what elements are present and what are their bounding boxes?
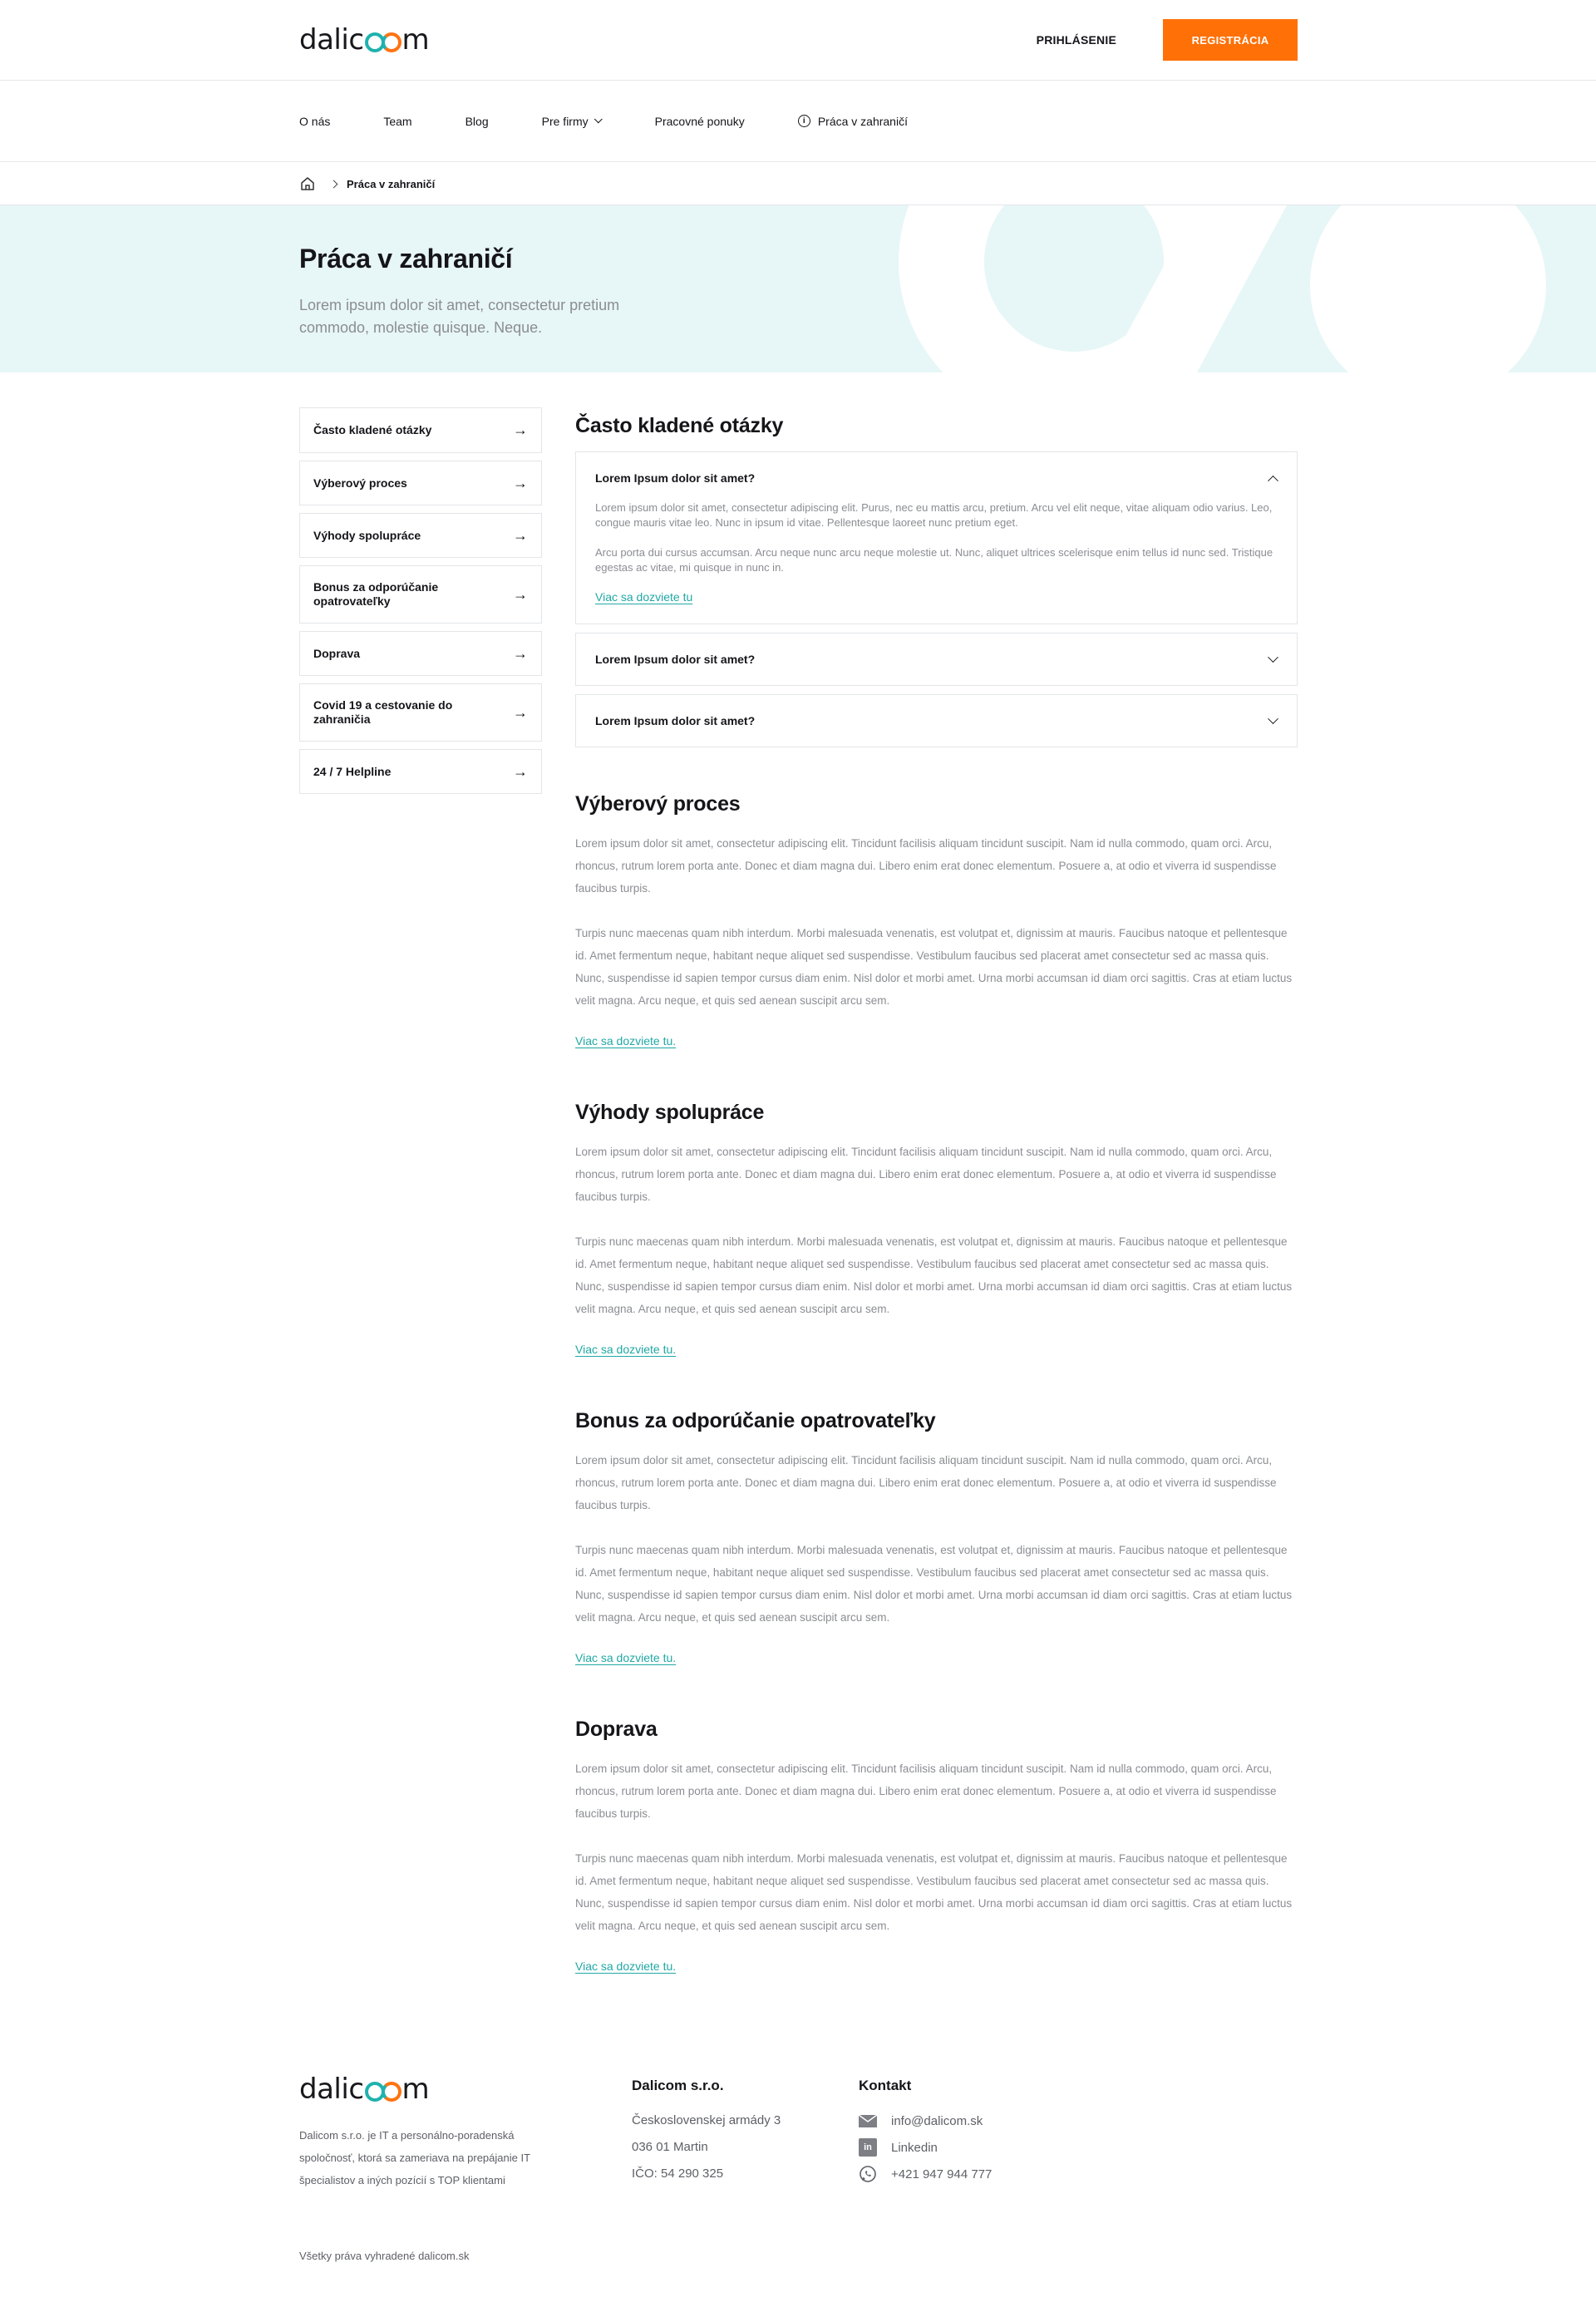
nav-item-label: Práca v zahraničí — [817, 114, 908, 128]
faq-item-expanded — [575, 451, 1298, 624]
sidebar-item-helpline[interactable] — [299, 749, 542, 794]
section-title: Doprava — [575, 1718, 658, 1741]
section-title: Výhody spolupráce — [575, 1101, 765, 1124]
section-paragraph: Turpis nunc maecenas quam nibh interdum. Morbi malesuada venenatis, est volutpat et, dignissim at mauris. Faucibus natoque et pellentesque id. Amet fermentum neque, habitant neque aliquet sed suspendisse. Vestibulum faucibus sed placerat amet consectetur sed ac massa quis. Nunc, suspendisse id sapien tempor cursus diam enim. Nisl dolor et morbi amet. Urna morbi accumsan id diam orci sagittis. Cras at etiam luctus velit magna. Arcu neque, et quis sed aenean suscipit arcu sem. — [575, 1544, 1293, 1624]
nav-item-blog[interactable] — [466, 115, 489, 128]
faq-question-toggle[interactable] — [576, 452, 1297, 504]
footer — [0, 2073, 1596, 2312]
contact-phone-link[interactable] — [859, 2161, 992, 2187]
arrow-right-icon: → — [513, 421, 528, 438]
section-paragraph: Turpis nunc maecenas quam nibh interdum. Morbi malesuada venenatis, est volutpat et, dignissim at mauris. Faucibus natoque et pellentesque id. Amet fermentum neque, habitant neque aliquet sed suspendisse. Vestibulum faucibus sed placerat amet consectetur sed ac massa quis. Nunc, suspendisse id sapien tempor cursus diam enim. Nisl dolor et morbi amet. Urna morbi accumsan id diam orci sagittis. Cras at etiam luctus velit magna. Arcu neque, et quis sed aenean suscipit arcu sem. — [575, 1852, 1293, 1932]
footer-ico: IČO: 54 290 325 — [632, 2167, 724, 2181]
logo-mark-icon — [365, 2082, 401, 2102]
footer-address-line: 036 01 Martin — [632, 2140, 708, 2154]
chevron-right-icon — [330, 180, 338, 188]
nav-item-pre-firmy[interactable] — [542, 115, 602, 128]
copyright: Všetky práva vyhradené dalicom.sk — [299, 2250, 470, 2262]
arrow-right-icon: → — [513, 762, 528, 780]
dalicom-logo[interactable] — [299, 2073, 632, 2106]
section-paragraph: Lorem ipsum dolor sit amet, consectetur adipiscing elit. Tincidunt facilisis aliquam tincidunt suscipit. Nam id nulla commodo, quam orci. Arcu, rhoncus, rutrum lorem porta ante. Donec et diam magna dui. Libero enim erat donec elementum. Posuere a, at odio et viverra id suspendisse faucibus turpis. — [575, 1454, 1277, 1511]
section-bonus — [575, 1409, 1298, 1666]
content-column — [575, 407, 1298, 1974]
section-more-link[interactable]: Viac sa dozviete tu. — [575, 1034, 677, 1048]
nav-item-label: Team — [383, 114, 412, 128]
section-paragraph: Turpis nunc maecenas quam nibh interdum. Morbi malesuada venenatis, est volutpat et, dignissim at mauris. Faucibus natoque et pellentesque id. Amet fermentum neque, habitant neque aliquet sed suspendisse. Vestibulum faucibus sed placerat amet consectetur sed ac massa quis. Nunc, suspendisse id sapien tempor cursus diam enim. Nisl dolor et morbi amet. Urna morbi accumsan id diam orci sagittis. Cras at etiam luctus velit magna. Arcu neque, et quis sed aenean suscipit arcu sem. — [575, 927, 1293, 1007]
whatsapp-icon — [859, 2165, 877, 2183]
faq-question-toggle[interactable] — [576, 633, 1297, 685]
section-more-link[interactable]: Viac sa dozviete tu. — [575, 1651, 677, 1664]
section-title: Výberový proces — [575, 792, 741, 816]
main-nav — [0, 81, 1596, 162]
logo-text-c: c — [348, 23, 364, 57]
faq-more-link[interactable]: Viac sa dozviete tu — [595, 590, 693, 604]
nav-item-label: Pre firmy — [541, 114, 589, 128]
logo-text-i: i — [341, 2073, 349, 2106]
contact-email: info@dalicom.sk — [891, 2113, 983, 2128]
contact-email-link[interactable] — [859, 2107, 992, 2134]
faq-question: Lorem Ipsum dolor sit amet? — [595, 471, 756, 485]
top-header — [0, 0, 1596, 81]
breadcrumb — [0, 162, 1596, 205]
section-title: Bonus za odporúčanie opatrovateľky — [575, 1409, 936, 1432]
faq-item-collapsed — [575, 633, 1298, 686]
chevron-down-icon — [594, 115, 602, 123]
faq-item-collapsed — [575, 694, 1298, 747]
footer-company — [632, 2073, 859, 2191]
contact-linkedin-link[interactable] — [859, 2134, 992, 2161]
login-link[interactable]: PRIHLÁSENIE — [1036, 33, 1116, 47]
logo-text-i: i — [341, 23, 349, 57]
section-doprava — [575, 1718, 1298, 1974]
hero-banner — [0, 205, 1596, 372]
logo-text-c: c — [348, 2073, 364, 2106]
footer-company-title: Dalicom s.r.o. — [632, 2078, 724, 2093]
info-icon: i — [798, 115, 810, 127]
linkedin-icon: in — [859, 2138, 877, 2157]
section-paragraph: Lorem ipsum dolor sit amet, consectetur adipiscing elit. Tincidunt facilisis aliquam tincidunt suscipit. Nam id nulla commodo, quam orci. Arcu, rhoncus, rutrum lorem porta ante. Donec et diam magna dui. Libero enim erat donec elementum. Posuere a, at odio et viverra id suspendisse faucibus turpis. — [575, 1146, 1277, 1203]
sidebar-item-label: Výhody spolupráce — [313, 528, 421, 542]
footer-description: Dalicom s.r.o. je IT a personálno-poradenská spoločnosť, ktorá sa zameriava na prepájanie IT špecialistov a iných pozícií s TOP klientami — [299, 2129, 530, 2186]
faq-title: Často kladené otázky — [575, 414, 784, 437]
sidebar-item-doprava[interactable] — [299, 631, 542, 676]
nav-item-label: O nás — [299, 114, 331, 128]
dalicom-logo[interactable] — [299, 23, 429, 57]
section-vyberovy-proces — [575, 792, 1298, 1049]
logo-text: dal — [299, 2073, 342, 2106]
nav-item-pracovne-ponuky[interactable] — [655, 115, 745, 128]
arrow-right-icon: → — [513, 474, 528, 491]
header-actions — [1037, 19, 1298, 61]
sidebar-item-label: Doprava — [313, 646, 361, 660]
footer-contact — [859, 2073, 992, 2191]
arrow-right-icon: → — [513, 644, 528, 662]
chevron-down-icon — [1268, 652, 1278, 663]
mail-icon — [859, 2112, 877, 2130]
sidebar-item-label: 24 / 7 Helpline — [313, 764, 392, 778]
contact-linkedin: Linkedin — [891, 2140, 938, 2155]
footer-brand — [299, 2073, 632, 2191]
contact-phone: +421 947 944 777 — [891, 2167, 993, 2181]
logo-text-m: m — [401, 23, 430, 57]
faq-question: Lorem Ipsum dolor sit amet? — [595, 714, 756, 727]
faq-question-toggle[interactable] — [576, 695, 1297, 747]
sidebar-item-faq[interactable] — [299, 407, 542, 453]
sidebar-item-vyberovy-proces[interactable] — [299, 461, 542, 505]
main-content — [299, 372, 1298, 1974]
sidebar-item-label: Často kladené otázky — [313, 423, 432, 436]
home-icon[interactable] — [299, 175, 316, 192]
footer-contact-title: Kontakt — [859, 2078, 912, 2093]
breadcrumb-current: Práca v zahraničí — [347, 177, 436, 190]
nav-item-label: Blog — [465, 114, 489, 128]
arrow-right-icon: → — [513, 585, 528, 603]
sidebar-item-vyhody-spoluprace[interactable] — [299, 513, 542, 558]
logo-text: dal — [299, 23, 342, 57]
sidebar-item-label: Bonus za odporúčanie opatrovateľky — [313, 580, 439, 608]
chevron-down-icon — [1268, 713, 1278, 724]
logo-mark-icon — [365, 32, 401, 52]
nav-item-label: Pracovné ponuky — [654, 114, 745, 128]
faq-answer-paragraph: Lorem ipsum dolor sit amet, consectetur adipiscing elit. Purus, nec eu mattis arcu, pretium. Arcu vel elit neque, vitae aliquam odio varius. Leo, congue mauris vitae leo. Nunc in ipsum id vitae. Pellentesque laoreet nunc pretium eget. — [595, 501, 1273, 529]
arrow-right-icon: → — [513, 703, 528, 721]
sidebar-item-covid[interactable] — [299, 683, 542, 742]
page-title: Práca v zahraničí — [299, 244, 513, 274]
nav-item-o-nas[interactable] — [299, 115, 330, 128]
register-button[interactable]: REGISTRÁCIA — [1163, 19, 1298, 61]
arrow-right-icon: → — [513, 526, 528, 544]
nav-item-team[interactable] — [383, 115, 411, 128]
faq-question: Lorem Ipsum dolor sit amet? — [595, 653, 756, 666]
faq-answer — [576, 500, 1297, 624]
page-subtitle: Lorem ipsum dolor sit amet, consectetur pretium commodo, molestie quisque. Neque. — [299, 297, 620, 336]
chevron-up-icon — [1268, 475, 1278, 486]
sidebar-item-label: Covid 19 a cestovanie do zahraničia — [313, 698, 453, 726]
faq-answer-paragraph: Arcu porta dui cursus accumsan. Arcu neque nunc arcu neque molestie ut. Nunc, aliquet ultrices scelerisque enim tellus id nunc sed. Tristique egestas ac vitae, mi quisque in nunc in. — [595, 546, 1273, 574]
section-paragraph: Lorem ipsum dolor sit amet, consectetur adipiscing elit. Tincidunt facilisis aliquam tincidunt suscipit. Nam id nulla commodo, quam orci. Arcu, rhoncus, rutrum lorem porta ante. Donec et diam magna dui. Libero enim erat donec elementum. Posuere a, at odio et viverra id suspendisse faucibus turpis. — [575, 837, 1277, 895]
nav-item-praca-v-zahranici[interactable] — [798, 115, 908, 128]
section-more-link[interactable]: Viac sa dozviete tu. — [575, 1343, 677, 1356]
section-more-link[interactable]: Viac sa dozviete tu. — [575, 1960, 677, 1973]
footer-address-line: Československej armády 3 — [632, 2113, 781, 2127]
section-paragraph: Lorem ipsum dolor sit amet, consectetur adipiscing elit. Tincidunt facilisis aliquam tincidunt suscipit. Nam id nulla commodo, quam orci. Arcu, rhoncus, rutrum lorem porta ante. Donec et diam magna dui. Libero enim erat donec elementum. Posuere a, at odio et viverra id suspendisse faucibus turpis. — [575, 1762, 1277, 1820]
logo-text-m: m — [401, 2073, 430, 2106]
sidebar-item-bonus[interactable] — [299, 565, 542, 624]
section-paragraph: Turpis nunc maecenas quam nibh interdum. Morbi malesuada venenatis, est volutpat et, dignissim at mauris. Faucibus natoque et pellentesque id. Amet fermentum neque, habitant neque aliquet sed suspendisse. Vestibulum faucibus sed placerat amet consectetur sed ac massa quis. Nunc, suspendisse id sapien tempor cursus diam enim. Nisl dolor et morbi amet. Urna morbi accumsan id diam orci sagittis. Cras at etiam luctus velit magna. Arcu neque, et quis sed aenean suscipit arcu sem. — [575, 1235, 1293, 1315]
section-vyhody-spoluprace — [575, 1101, 1298, 1358]
sidebar — [299, 407, 542, 1974]
sidebar-item-label: Výberový proces — [313, 476, 407, 490]
